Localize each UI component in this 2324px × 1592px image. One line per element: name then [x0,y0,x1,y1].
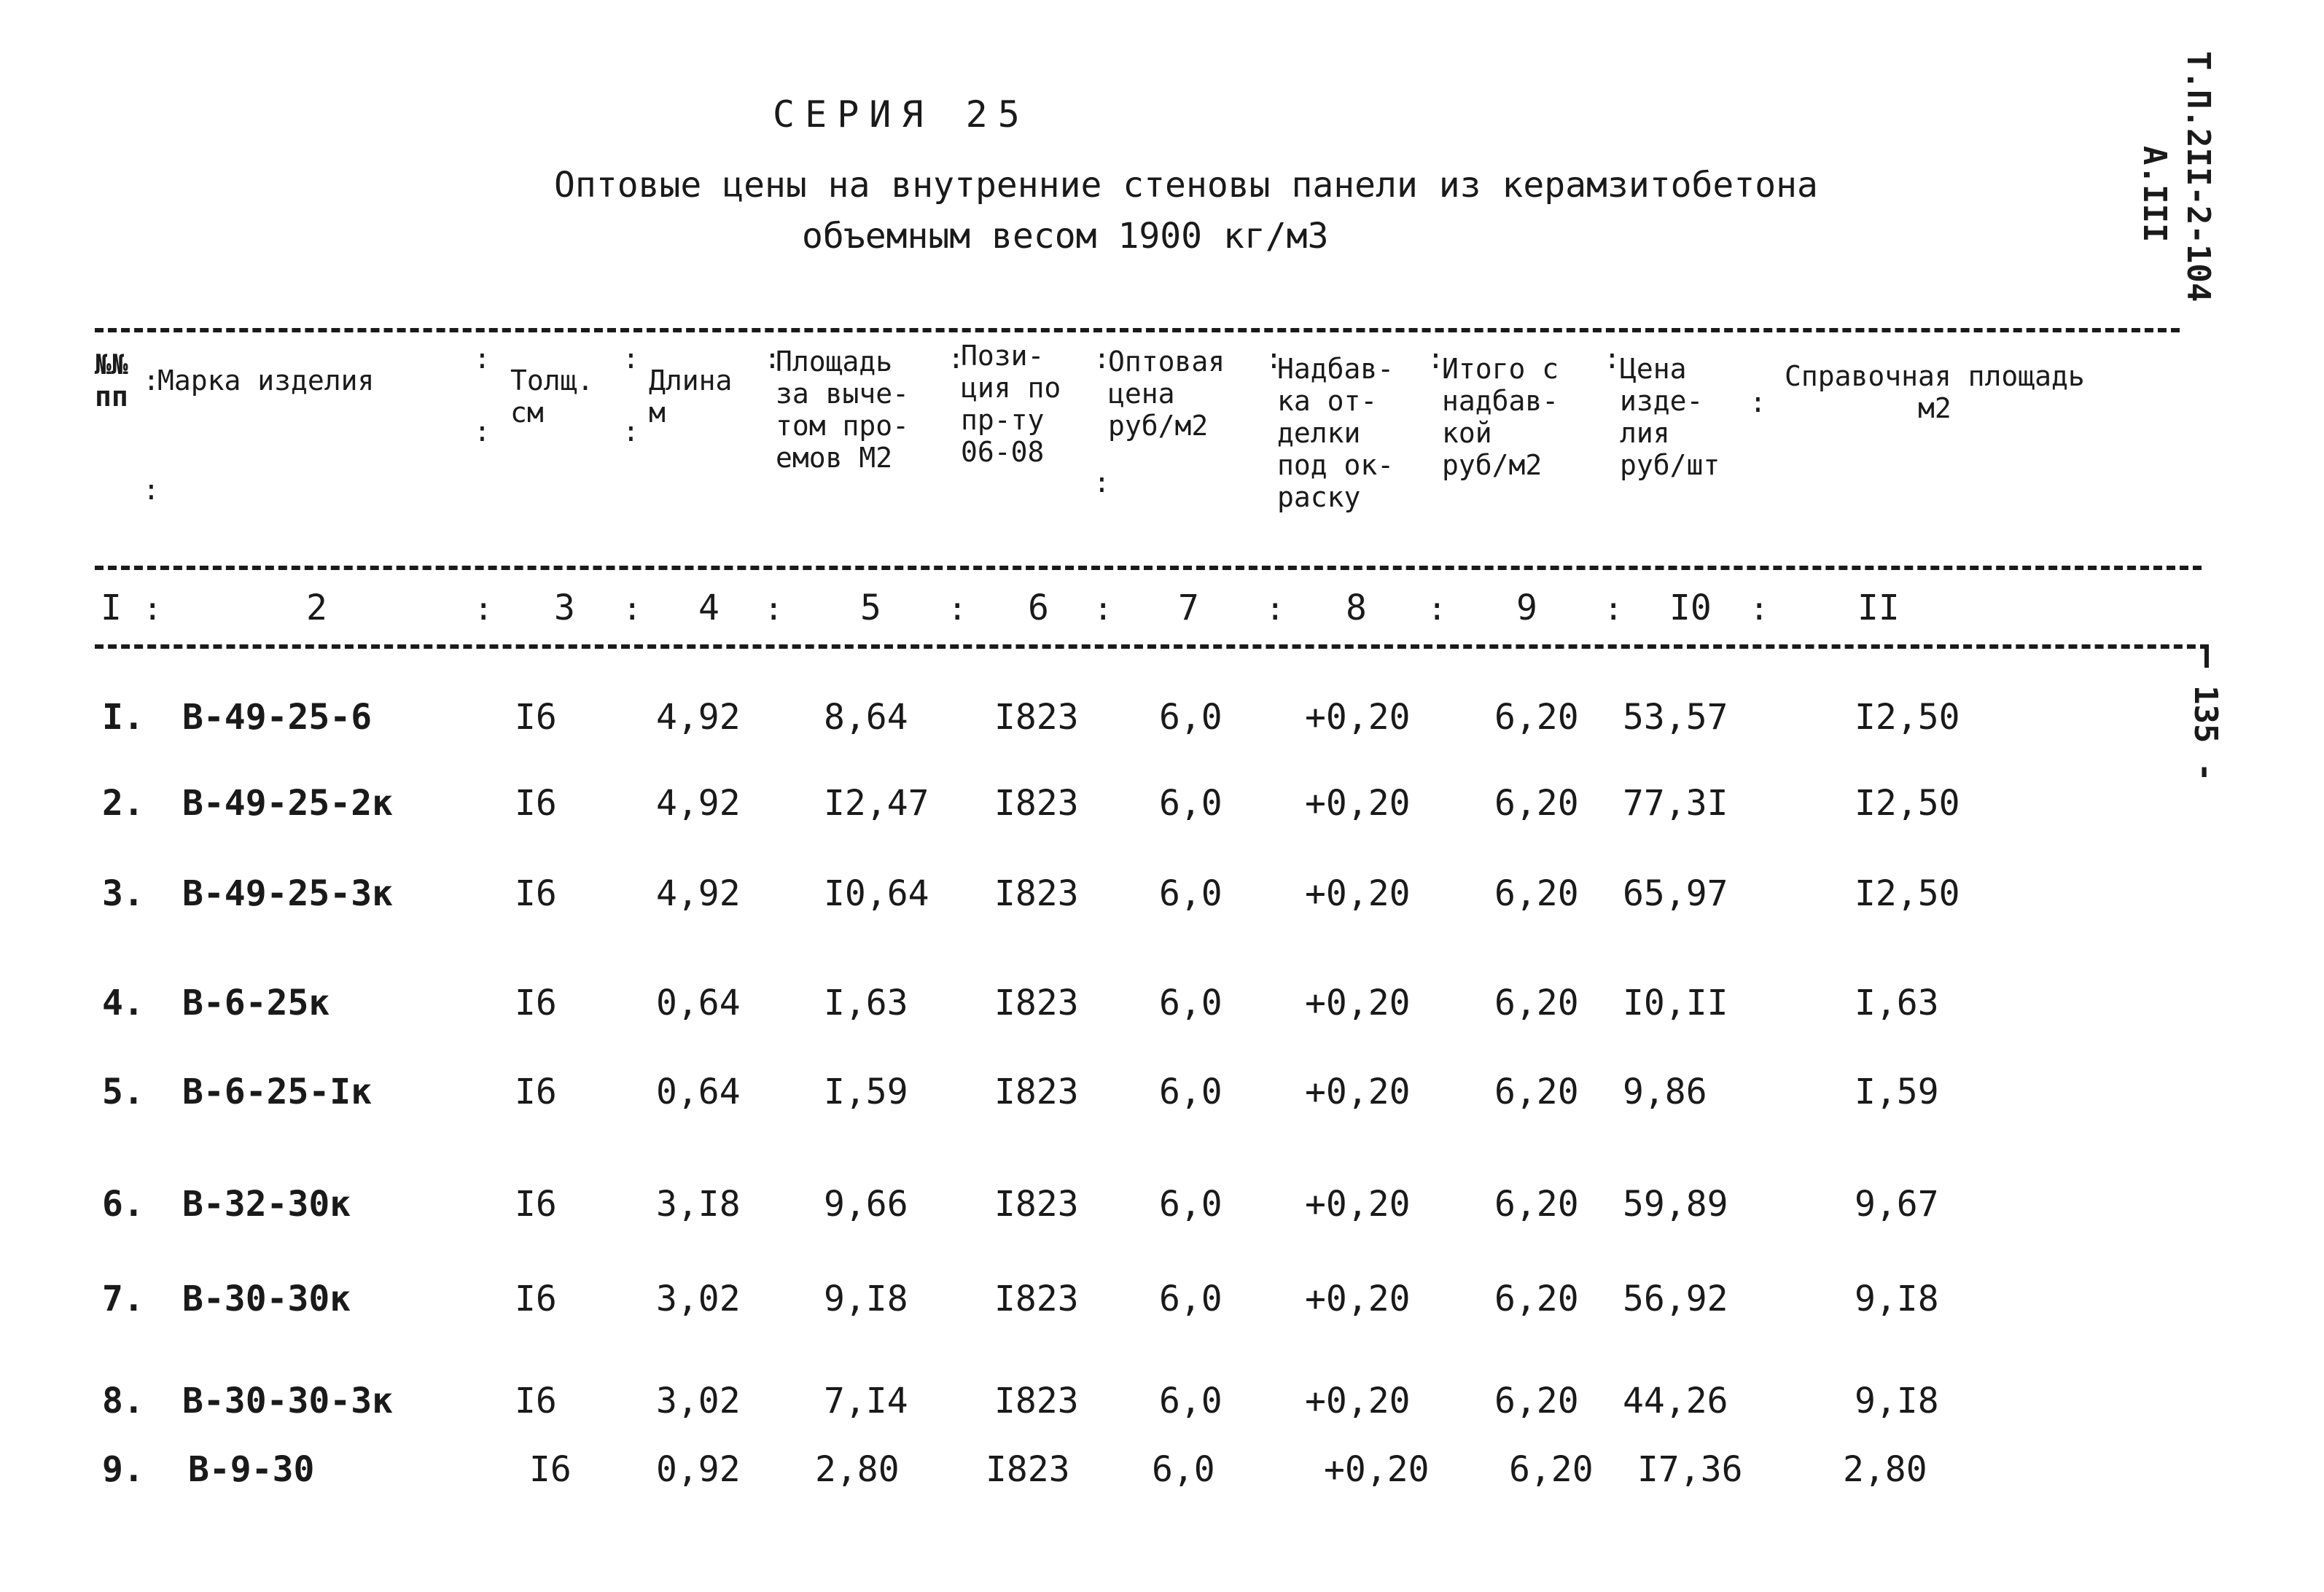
surcharge-cell: +0,20 [1305,983,1411,1023]
reference-area-cell: 9,I8 [1855,1279,1939,1319]
row-number: 8. [102,1381,144,1421]
header-col-3: Толщ. см [510,364,594,429]
header-col-8: Надбав- ка от- делки под ок- раску [1277,353,1395,513]
price-cell: 6,0 [1152,1449,1215,1490]
price-cell: 6,0 [1159,983,1223,1023]
header-col-1: №№ пп [95,348,128,413]
position-cell: I823 [994,1279,1079,1319]
product-mark: В-6-25к [182,983,330,1023]
area-cell: 8,64 [824,697,908,738]
total-cell: 6,20 [1494,1381,1579,1421]
header-separator: : [143,364,160,397]
header-separator: : [474,415,491,448]
length-cell: 3,02 [656,1381,741,1421]
product-mark: В-49-25-2к [182,783,393,824]
row-number: I. [102,697,144,738]
item-price-cell: 53,57 [1623,697,1728,738]
header-separator: : [948,343,964,375]
price-cell: 6,0 [1159,783,1223,824]
area-cell: 9,I8 [824,1279,908,1319]
reference-area-cell: I,59 [1855,1072,1939,1112]
position-cell: I823 [994,1184,1079,1225]
header-col-7: Оптовая цена руб/м2 [1108,346,1225,442]
row-number: 3. [102,873,144,914]
position-cell: I823 [994,1072,1079,1112]
column-number-separator: : [143,590,163,628]
rule-corner-tick [2204,644,2209,668]
price-cell: 6,0 [1159,873,1223,914]
item-price-cell: 59,89 [1623,1184,1728,1225]
total-cell: 6,20 [1494,1184,1579,1225]
header-col-11: Справочная площадь м2 [1785,360,2085,424]
header-col-9: Итого с надбав- кой руб/м2 [1442,353,1559,481]
length-cell: 0,64 [656,983,741,1023]
row-number: 4. [102,983,144,1023]
item-price-cell: 56,92 [1623,1279,1728,1319]
surcharge-cell: +0,20 [1324,1449,1430,1490]
surcharge-cell: +0,20 [1305,1184,1411,1225]
header-separator: : [474,343,491,375]
length-cell: 4,92 [656,783,741,824]
row-number: 2. [102,783,144,824]
column-number: II [1857,588,1900,628]
row-number: 6. [102,1184,144,1225]
header-bottom-rule [95,566,2202,570]
column-number: 9 [1516,588,1537,628]
position-cell: I823 [994,873,1079,914]
price-cell: 6,0 [1159,1184,1223,1225]
column-number-separator: : [1750,590,1769,628]
area-cell: I0,64 [824,873,929,914]
product-mark: В-49-25-6 [182,697,373,738]
thickness-cell: I6 [515,1184,557,1225]
header-separator: : [623,343,639,375]
column-number-separator: : [1093,590,1113,628]
product-mark: В-30-30к [182,1279,351,1319]
column-number-separator: : [948,590,967,628]
header-separator: : [1750,386,1766,418]
header-separator: : [623,415,639,448]
reference-area-cell: I,63 [1855,983,1939,1023]
length-cell: 4,92 [656,873,741,914]
reference-area-cell: I2,50 [1855,783,1960,824]
header-separator: : [1604,343,1621,375]
length-cell: 4,92 [656,697,741,738]
header-col-4: Длина м [649,364,733,429]
reference-area-cell: 9,I8 [1855,1381,1939,1421]
total-cell: 6,20 [1494,873,1579,914]
surcharge-cell: +0,20 [1305,1381,1411,1421]
total-cell: 6,20 [1509,1449,1594,1490]
area-cell: I,59 [824,1072,908,1112]
header-separator: : [764,343,781,375]
header-col-5: Площадь за выче- том про- емов М2 [776,346,910,474]
position-cell: I823 [994,697,1079,738]
surcharge-cell: +0,20 [1305,697,1411,738]
column-number-separator: : [1427,590,1447,628]
header-col-2: Марка изделия [157,364,375,397]
reference-area-cell: 2,80 [1843,1449,1927,1490]
column-number: I0 [1669,588,1712,628]
thickness-cell: I6 [515,1072,557,1112]
table-top-rule [95,328,2180,332]
side-page-number: 135 - [2187,685,2224,782]
item-price-cell: 77,3I [1623,783,1728,824]
length-cell: 0,64 [656,1072,741,1112]
column-number-separator: : [764,590,784,628]
item-price-cell: 65,97 [1623,873,1728,914]
price-cell: 6,0 [1159,697,1223,738]
price-cell: 6,0 [1159,1279,1223,1319]
total-cell: 6,20 [1494,983,1579,1023]
product-mark: В-32-30к [182,1184,351,1225]
series-title: СЕРИЯ 25 [773,93,1030,136]
surcharge-cell: +0,20 [1305,783,1411,824]
item-price-cell: 44,26 [1623,1381,1728,1421]
position-cell: I823 [994,783,1079,824]
column-numbers-rule [95,644,2209,649]
column-number: 2 [306,588,327,628]
product-mark: В-30-30-3к [182,1381,393,1421]
thickness-cell: I6 [529,1449,572,1490]
row-number: 5. [102,1072,144,1112]
row-number: 7. [102,1279,144,1319]
row-number: 9. [102,1449,144,1490]
header-separator: : [143,474,160,506]
item-price-cell: I7,36 [1637,1449,1743,1490]
side-sheet-label: А.III [2136,146,2173,243]
header-col-6: Пози- ция по пр-ту 06-08 [961,340,1061,468]
total-cell: 6,20 [1494,697,1579,738]
column-number: I [101,588,122,628]
thickness-cell: I6 [515,873,557,914]
position-cell: I823 [986,1449,1070,1490]
price-cell: 6,0 [1159,1381,1223,1421]
total-cell: 6,20 [1494,783,1579,824]
length-cell: 3,02 [656,1279,741,1319]
column-number-separator: : [1604,590,1623,628]
thickness-cell: I6 [515,1381,557,1421]
product-mark: В-6-25-Iк [182,1072,373,1112]
thickness-cell: I6 [515,1279,557,1319]
thickness-cell: I6 [515,697,557,738]
product-mark: В-9-30 [188,1449,315,1490]
reference-area-cell: I2,50 [1855,873,1960,914]
side-document-code: Т.П.2II-2-104 [2180,51,2217,303]
area-cell: 2,80 [815,1449,900,1490]
thickness-cell: I6 [515,783,557,824]
column-number: 5 [860,588,881,628]
surcharge-cell: +0,20 [1305,1072,1411,1112]
length-cell: 0,92 [656,1449,741,1490]
document-title-line1: Оптовые цены на внутренние стеновы панели из керамзитобетона [554,165,1818,206]
position-cell: I823 [994,983,1079,1023]
header-col-10: Цена изде- лия руб/шт [1620,353,1720,481]
reference-area-cell: I2,50 [1855,697,1960,738]
document-title-line2: объемным весом 1900 кг/м3 [802,216,1329,257]
column-number: 6 [1028,588,1049,628]
area-cell: 9,66 [824,1184,908,1225]
column-number-separator: : [623,590,642,628]
column-number-separator: : [474,590,494,628]
column-number: 8 [1346,588,1367,628]
length-cell: 3,I8 [656,1184,741,1225]
column-number-separator: : [1266,590,1285,628]
surcharge-cell: +0,20 [1305,1279,1411,1319]
position-cell: I823 [994,1381,1079,1421]
column-number: 4 [698,588,720,628]
product-mark: В-49-25-3к [182,873,393,914]
header-separator: : [1266,343,1282,375]
item-price-cell: 9,86 [1623,1072,1707,1112]
price-cell: 6,0 [1159,1072,1223,1112]
column-number: 3 [554,588,575,628]
thickness-cell: I6 [515,983,557,1023]
area-cell: I,63 [824,983,908,1023]
header-separator: : [1427,343,1444,375]
total-cell: 6,20 [1494,1279,1579,1319]
area-cell: I2,47 [824,783,929,824]
surcharge-cell: +0,20 [1305,873,1411,914]
header-separator: : [1093,343,1110,375]
area-cell: 7,I4 [824,1381,908,1421]
header-separator: : [1093,467,1110,499]
total-cell: 6,20 [1494,1072,1579,1112]
reference-area-cell: 9,67 [1855,1184,1939,1225]
column-number: 7 [1178,588,1199,628]
item-price-cell: I0,II [1623,983,1728,1023]
